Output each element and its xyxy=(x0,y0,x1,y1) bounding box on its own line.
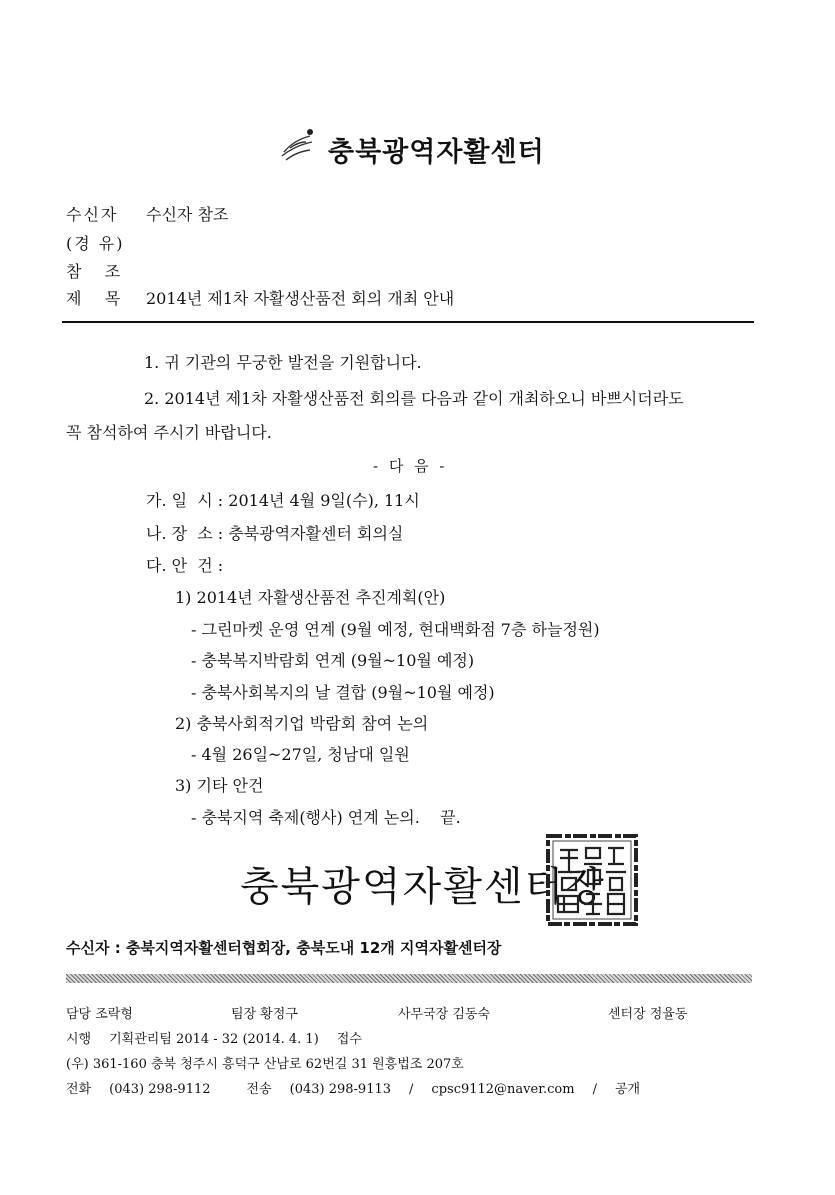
item-location: 나. 장 소 : 충북광역자활센터 회의실 xyxy=(146,524,404,543)
organization-name: 충북광역자활센터 xyxy=(328,137,545,168)
footer-document-row xyxy=(66,1028,362,1047)
reference-label: 참 조 xyxy=(66,262,123,281)
subject-label: 제 목 xyxy=(66,289,123,308)
disclosure-status: 공개 xyxy=(614,1082,641,1097)
via-label: (경 유) xyxy=(66,234,125,253)
official-seal-stamp-icon xyxy=(544,832,640,928)
recipient-row xyxy=(66,202,228,225)
doc-label: 시행 xyxy=(66,1032,92,1047)
staff-team-lead: 팀장 황정구 xyxy=(231,1007,298,1022)
agenda-item-1: 1) 2014년 자활생산품전 추진계획(안) xyxy=(175,588,446,607)
agenda-1-bullet-3: - 충북사회복지의 날 결합 (9월~10월 예정) xyxy=(191,683,495,702)
footer-address: (우) 361-160 충북 청주시 흥덕구 산남로 62번길 31 원흥법조 207호 xyxy=(66,1057,464,1072)
footer-contact-row: 전화 (043) 298-9112 전송 (043) 298-9113 / cpsc9112@naver.com / 공개 xyxy=(66,1082,641,1097)
paragraph-1: 1. 귀 기관의 무궁한 발전을 기원합니다. xyxy=(144,353,422,372)
recipient-value: 수신자 참조 xyxy=(146,205,229,224)
staff-director: 센터장 정율동 xyxy=(608,1007,688,1022)
doc-number: 기획관리팀 2014 - 32 (2014. 4. 1) xyxy=(109,1032,319,1047)
email-address: cpsc9112@naver.com xyxy=(431,1082,575,1097)
agenda-3-bullet-1: - 충북지역 축제(행사) 연계 논의. 끝. xyxy=(191,808,461,827)
fax-label: 전송 xyxy=(246,1082,272,1097)
recipients-list: 수신자 : 충북지역자활센터협회장, 충북도내 12개 지역자활센터장 xyxy=(66,939,502,957)
agenda-1-bullet-1: - 그린마켓 운영 연계 (9월 예정, 현대백화점 7층 하늘정원) xyxy=(191,620,600,639)
phone-label: 전화 xyxy=(66,1082,92,1097)
as-follows-heading: - 다 음 - xyxy=(373,457,448,475)
recipient-label: 수신자 xyxy=(66,205,119,224)
reference-row xyxy=(66,259,146,282)
agenda-2-bullet-1: - 4월 26일~27일, 청남대 일원 xyxy=(191,745,410,764)
receipt-label: 접수 xyxy=(336,1032,362,1047)
subject-row xyxy=(66,286,454,309)
agenda-item-3: 3) 기타 안건 xyxy=(175,776,264,795)
organization-logo-icon xyxy=(276,122,320,166)
via-row xyxy=(66,231,146,254)
decorative-divider-bar xyxy=(66,974,752,983)
paragraph-2-line-1: 2. 2014년 제1차 자활생산품전 회의를 다음과 같이 개최하오니 바쁘시더라도 xyxy=(144,389,684,408)
subject-divider xyxy=(62,321,754,323)
fax-number: (043) 298-9113 xyxy=(289,1082,392,1097)
phone-number: (043) 298-9112 xyxy=(109,1082,211,1097)
agenda-1-bullet-2: - 충북복지박람회 연계 (9월~10월 예정) xyxy=(191,651,475,670)
agenda-item-2: 2) 충북사회적기업 박람회 참여 논의 xyxy=(175,714,429,733)
item-date-time: 가. 일 시 : 2014년 4월 9일(수), 11시 xyxy=(146,491,420,510)
issuer-signature-name: 충북광역자활센터장 xyxy=(240,864,606,910)
paragraph-2-line-2: 꼭 참석하여 주시기 바랍니다. xyxy=(66,423,272,442)
staff-charge: 담당 조락형 xyxy=(66,1007,133,1022)
subject-value: 2014년 제1차 자활생산품전 회의 개최 안내 xyxy=(146,289,455,308)
staff-secretary-general: 사무국장 김동숙 xyxy=(398,1007,491,1022)
item-agenda: 다. 안 건 : xyxy=(146,556,224,575)
